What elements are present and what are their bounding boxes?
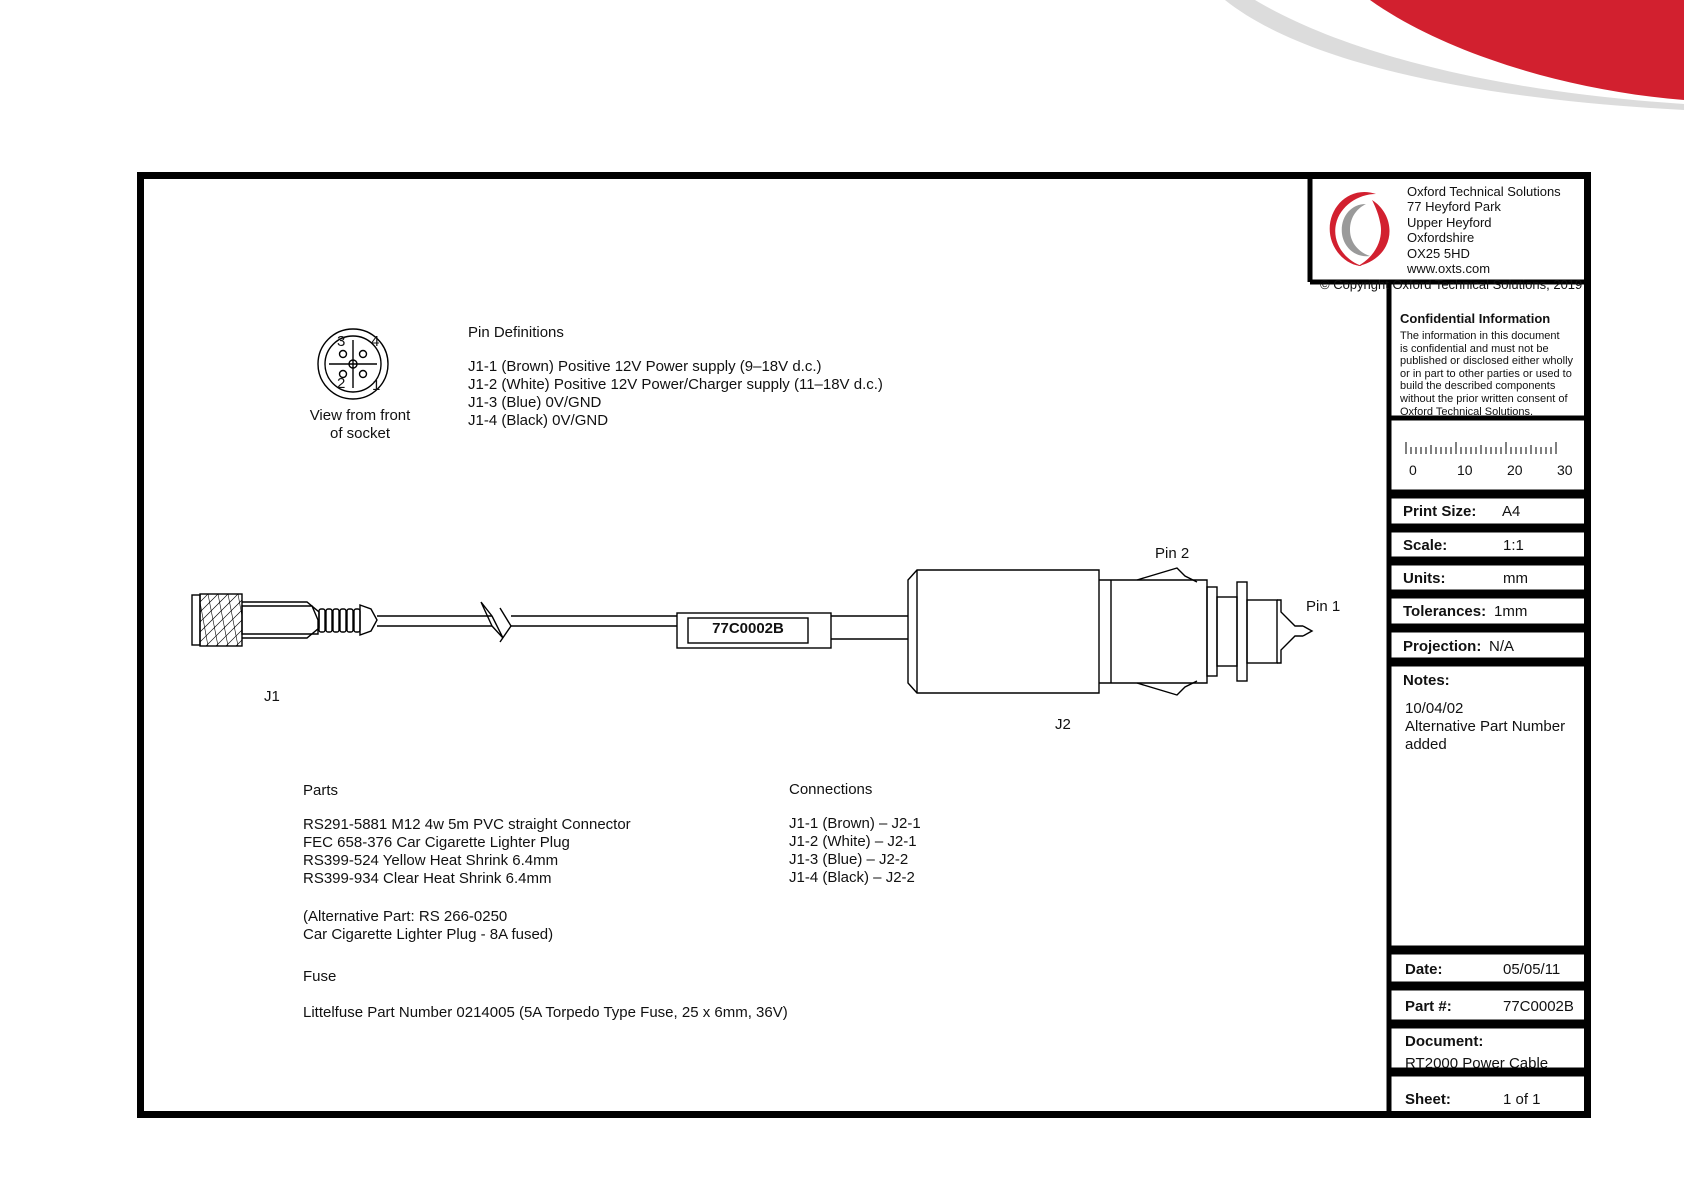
connection-line: J1-3 (Blue) – J2-2 (789, 851, 909, 868)
socket-pin-1: 1 (372, 377, 381, 394)
part-number-value: 77C0002B (1503, 998, 1574, 1015)
scale-label: Scale: (1403, 537, 1448, 554)
pin-definition: J1-2 (White) Positive 12V Power/Charger supply (11–18V d.c.) (468, 376, 883, 393)
connection-line: J1-1 (Brown) – J2-1 (789, 815, 921, 832)
j1-strain-relief (319, 605, 377, 635)
address-line: Upper Heyford (1407, 214, 1492, 230)
sheet-label: Sheet: (1405, 1091, 1451, 1108)
socket-caption-line: of socket (329, 425, 391, 442)
connections-list (789, 815, 921, 887)
fuse-title: Fuse (303, 968, 337, 985)
connection-line: J1-4 (Black) – J2-2 (789, 869, 915, 886)
pin-definitions-title: Pin Definitions (468, 324, 564, 341)
label-pin2: Pin 2 (1155, 545, 1190, 562)
socket-pin-3: 3 (337, 333, 346, 350)
alt-part-line: Car Cigarette Lighter Plug - 8A fused) (303, 926, 554, 943)
confidential-line: without the prior written consent of (1400, 392, 1568, 405)
pin-definition: J1-4 (Black) 0V/GND (468, 412, 609, 429)
copyright: © Copyright Oxford Technical Solutions, 2019 (1320, 277, 1583, 292)
swoosh-red (1370, 0, 1684, 100)
confidential-line: build the described components (1400, 380, 1556, 393)
company-website: www.oxts.com (1407, 261, 1491, 277)
tolerances-value: 1mm (1494, 603, 1528, 620)
part-line: RS291-5881 M12 4w 5m PVC straight Connector (303, 816, 631, 833)
units-value: mm (1503, 570, 1528, 587)
label-j1: J1 (264, 688, 280, 705)
cable-drawing (137, 172, 1591, 1118)
cable-tag: 77C0002B (712, 620, 784, 637)
address-line: 77 Heyford Park (1407, 199, 1501, 215)
confidential-line: The information in this document (1400, 330, 1560, 342)
document-label: Document: (1405, 1033, 1484, 1050)
document-value: RT2000 Power Cable (1405, 1055, 1549, 1072)
sheet-value: 1 of 1 (1503, 1091, 1541, 1108)
address-line: OX25 5HD (1407, 245, 1470, 261)
confidential-line: Oxford Technical Solutions. (1400, 405, 1534, 418)
print-size-value: A4 (1502, 503, 1521, 520)
connection-line: J1-2 (White) – J2-1 (789, 833, 917, 850)
part-line: RS399-524 Yellow Heat Shrink 6.4mm (303, 852, 559, 869)
part-number-label: Part #: (1405, 998, 1452, 1015)
label-pin1: Pin 1 (1306, 598, 1341, 615)
date-value: 05/05/11 (1503, 961, 1561, 978)
confidential-title: Confidential Information (1400, 311, 1551, 326)
socket-caption-line: View from front (309, 407, 411, 424)
part-line: FEC 658-376 Car Cigarette Lighter Plug (303, 834, 570, 851)
notes-line: Alternative Part Number (1405, 718, 1566, 735)
parts-list (303, 816, 631, 888)
connections-title: Connections (789, 781, 873, 798)
scale-value: 1:1 (1503, 537, 1524, 554)
print-size-label: Print Size: (1403, 503, 1477, 520)
tolerances-label: Tolerances: (1403, 603, 1487, 620)
pin-definitions-list (468, 358, 883, 430)
confidential-line: is confidential and must not be (1400, 342, 1549, 355)
notes-line: added (1405, 736, 1447, 753)
j1-body (242, 606, 318, 634)
address-line: Oxfordshire (1407, 230, 1475, 246)
ruler-label-10: 10 (1457, 462, 1473, 478)
j1-knurl-pattern (200, 594, 242, 646)
j1-nut-cap (192, 595, 200, 645)
cable-break (481, 602, 503, 638)
projection-value: N/A (1489, 638, 1515, 655)
socket-pin-2: 2 (337, 375, 346, 392)
confidential-line: published or disclosed either wholly (1400, 355, 1574, 368)
j2-body (908, 570, 1099, 693)
pin-definition: J1-1 (Brown) Positive 12V Power supply (9–18V d.c.) (468, 358, 822, 375)
part-line: RS399-934 Clear Heat Shrink 6.4mm (303, 870, 552, 887)
notes-line: 10/04/02 (1405, 700, 1464, 717)
ruler-label-0: 0 (1409, 462, 1417, 478)
alt-part-line: (Alternative Part: RS 266-0250 (303, 908, 508, 925)
socket-pin-4: 4 (371, 333, 380, 350)
ruler-label-30: 30 (1557, 462, 1573, 478)
j1-taper (242, 602, 319, 638)
fuse-line: Littelfuse Part Number 0214005 (5A Torpedo Type Fuse, 25 x 6mm, 36V) (303, 1004, 788, 1021)
parts-title: Parts (303, 782, 339, 799)
projection-label: Projection: (1403, 638, 1482, 655)
socket-caption (300, 407, 420, 443)
pin-definition: J1-3 (Blue) 0V/GND (468, 394, 602, 411)
date-label: Date: (1405, 961, 1443, 978)
confidential-line: or in part to other parties or used to (1400, 367, 1572, 380)
alternative-part (303, 908, 553, 944)
notes-label: Notes: (1403, 672, 1450, 689)
label-j2: J2 (1055, 716, 1071, 733)
units-label: Units: (1403, 570, 1446, 587)
j2-tip-ring (1207, 587, 1217, 676)
header-swoosh (0, 0, 1684, 120)
notes-text (1405, 700, 1565, 754)
ruler-label-20: 20 (1507, 462, 1523, 478)
company-name: Oxford Technical Solutions (1407, 184, 1561, 199)
j2-collar (1099, 580, 1207, 683)
